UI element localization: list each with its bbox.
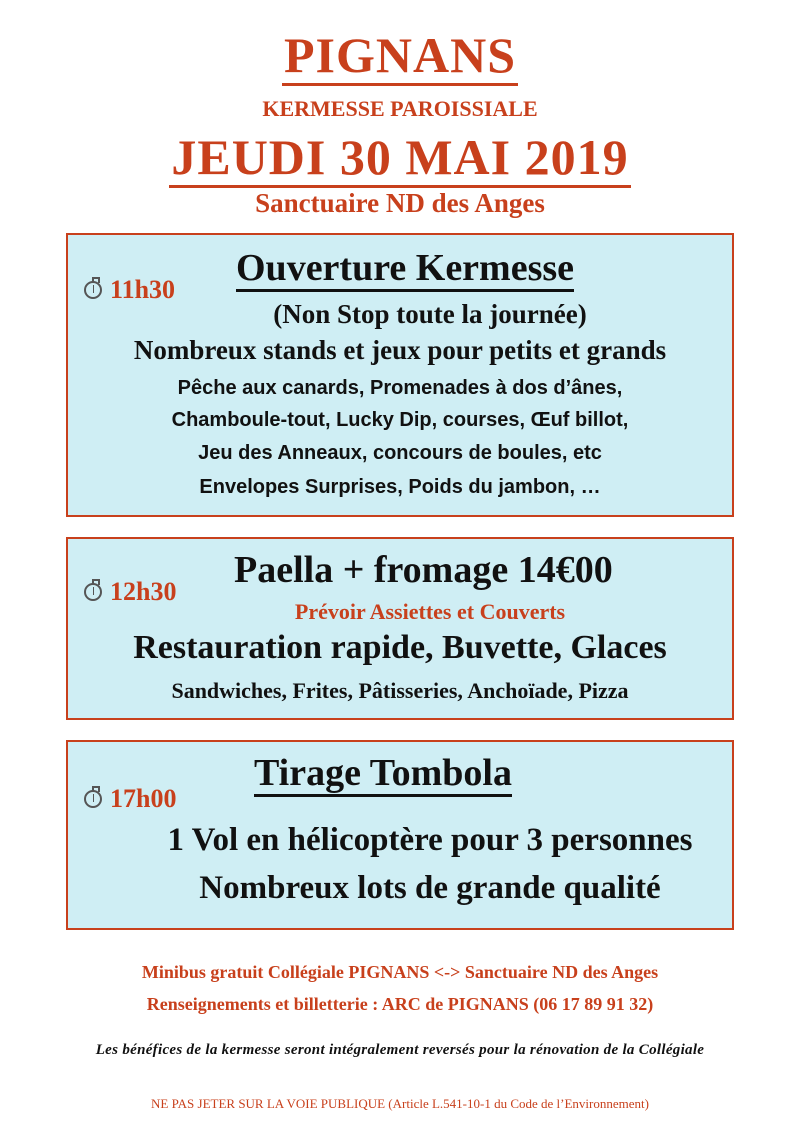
section-line: Pêche aux canards, Promenades à dos d’ânes, [177, 377, 623, 399]
section-heading: Ouverture Kermesse [236, 249, 574, 292]
section-heading: Paella + fromage 14€00 [234, 549, 613, 591]
section-line: (Non Stop toute la journée) [273, 299, 587, 329]
event-date: JEUDI 30 MAI 2019 [0, 128, 800, 186]
time-label: 12h30 [110, 577, 177, 606]
section-meal [66, 537, 734, 720]
time-label: 11h30 [110, 275, 176, 304]
section-line: Sandwiches, Frites, Pâtisseries, Anchoïade, Pizza [171, 678, 629, 703]
section-heading: Tirage Tombola [254, 754, 512, 797]
time-label: 17h00 [110, 784, 177, 813]
section-opening [66, 233, 734, 517]
benefits-note: Les bénéfices de la kermesse seront intégralement reversés pour la rénovation de la Collégiale [95, 1042, 705, 1058]
minibus-info: Minibus gratuit Collégiale PIGNANS <-> Sanctuaire ND des Anges [141, 962, 659, 982]
section-line: Nombreux stands et jeux pour petits et grands [133, 335, 667, 365]
section-line: Chamboule-tout, Lucky Dip, courses, Œuf billot, [171, 409, 629, 431]
section-line: Jeu des Anneaux, concours de boules, etc [198, 442, 602, 464]
clock-icon [84, 790, 102, 808]
section-line: Nombreux lots de grande qualité [199, 870, 661, 906]
contact-info: Renseignements et billetterie : ARC de PIGNANS (06 17 89 91 32) [146, 994, 654, 1014]
section-line: Restauration rapide, Buvette, Glaces [133, 629, 667, 666]
clock-icon [84, 281, 102, 299]
event-place: Sanctuaire ND des Anges [255, 188, 545, 218]
poster-subtitle: KERMESSE PAROISSIALE [262, 96, 538, 121]
section-time [84, 784, 176, 814]
poster-title: PIGNANS [0, 26, 800, 84]
clock-icon [84, 583, 102, 601]
section-raffle [66, 740, 734, 930]
section-line: Envelopes Surprises, Poids du jambon, … [199, 476, 601, 498]
section-line: Prévoir Assiettes et Couverts [294, 599, 566, 624]
section-line: 1 Vol en hélicoptère pour 3 personnes [167, 822, 693, 858]
legal-notice: NE PAS JETER SUR LA VOIE PUBLIQUE (Article L.541-10-1 du Code de l’Environnement) [151, 1096, 649, 1111]
